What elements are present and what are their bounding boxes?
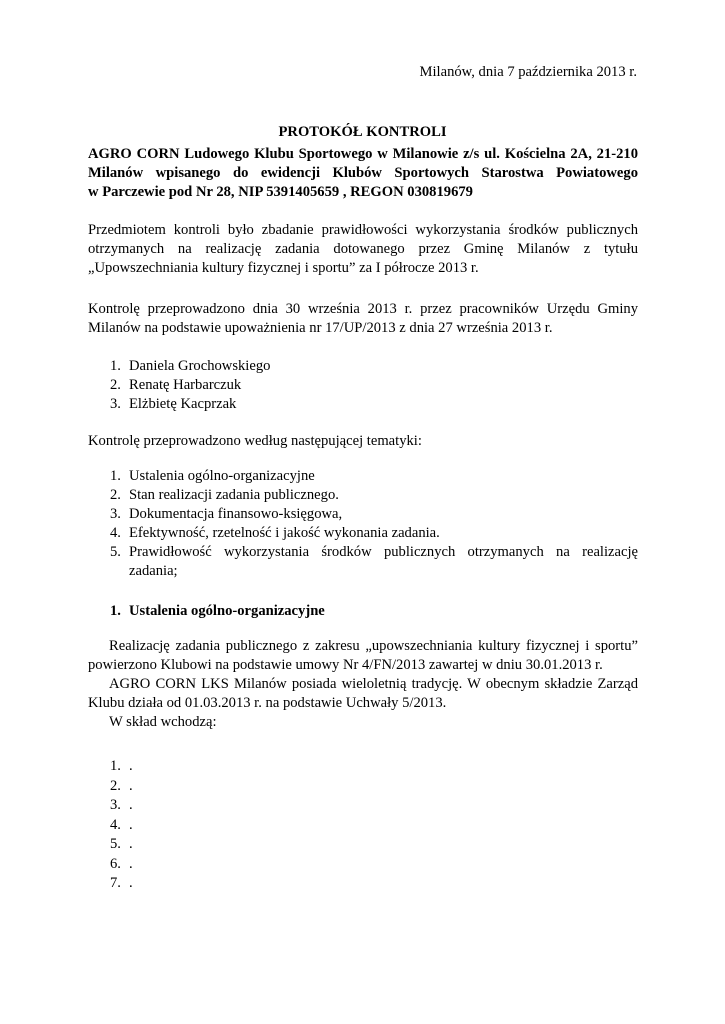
paragraph-line: Klubu działa od 01.03.2013 r. na podstawie Uchwały 5/2013.	[88, 695, 447, 711]
inspectors-list	[88, 357, 638, 414]
paragraph-date	[88, 300, 638, 338]
list-item: 7. .	[110, 875, 133, 891]
document-title: PROTOKÓŁ KONTROLI	[278, 124, 447, 140]
paragraph-body	[88, 637, 638, 732]
list-item: 5. Prawidłowość wykorzystania środków publicznych otrzymanych na realizację zadania;	[110, 544, 638, 579]
paragraph-line: W skład wchodzą:	[109, 714, 217, 730]
list-item: 1. Daniela Grochowskiego	[110, 358, 271, 374]
paragraph-line: AGRO CORN LKS Milanów posiada wieloletnią tradycję. W obecnym składzie Zarząd	[109, 676, 638, 692]
list-item: 1. Ustalenia ogólno-organizacyjne	[110, 468, 315, 484]
list-item: 5. .	[110, 836, 133, 852]
paragraph-line: powierzono Klubowi na podstawie umowy Nr 4/FN/2013 zawartej w dniu 30.01.2013 r.	[88, 657, 603, 673]
paragraph-line: Milanów na podstawie upoważnienia nr 17/UP/2013 z dnia 27 września 2013 r.	[88, 320, 553, 336]
board-members-list	[88, 757, 638, 894]
list-item: 3. .	[110, 797, 133, 813]
entity-header	[88, 145, 638, 202]
paragraph-line: „Upowszechniania kultury fizycznej i sportu” za I półrocze 2013 r.	[88, 260, 479, 276]
date-line: Milanów, dnia 7 października 2013 r.	[419, 64, 637, 80]
list-item: 6. .	[110, 855, 133, 872]
list-item: 2. Stan realizacji zadania publicznego.	[110, 487, 339, 503]
paragraph-line: Realizację zadania publicznego z zakresu „upowszechniania kultury fizycznej i sportu”	[109, 638, 638, 654]
list-item: 4. .	[110, 816, 133, 833]
paragraph-line: Przedmiotem kontroli było zbadanie prawidłowości wykorzystania środków publicznych	[88, 222, 638, 238]
list-item: 3. Elżbietę Kacprzak	[110, 396, 237, 412]
list-item: 3. Dokumentacja finansowo-księgowa,	[110, 506, 343, 522]
list-item: 1. .	[110, 758, 133, 774]
paragraph-topics-intro: Kontrolę przeprowadzono według następującej tematyki:	[88, 433, 422, 449]
paragraph-subject	[88, 221, 638, 278]
header-line: AGRO CORN Ludowego Klubu Sportowego w Milanowie z/s ul. Kościelna 2A, 21-210	[88, 146, 638, 162]
header-line: Milanów wpisanego do ewidencji Klubów Sportowych Starostwa Powiatowego	[88, 165, 638, 181]
section-heading: 1. Ustalenia ogólno-organizacyjne	[110, 603, 325, 619]
paragraph-line: Kontrolę przeprowadzono dnia 30 września 2013 r. przez pracowników Urzędu Gminy	[88, 301, 638, 317]
list-item: 2. Renatę Harbarczuk	[110, 377, 242, 393]
header-line: w Parczewie pod Nr 28, NIP 5391405659 , REGON 030819679	[88, 184, 473, 200]
list-item: 2. .	[110, 777, 133, 794]
topics-list	[88, 467, 638, 581]
paragraph-line: otrzymanych na realizację zadania dotowanego przez Gminę Milanów z tytułu	[88, 241, 638, 257]
list-item: 4. Efektywność, rzetelność i jakość wykonania zadania.	[110, 525, 440, 541]
